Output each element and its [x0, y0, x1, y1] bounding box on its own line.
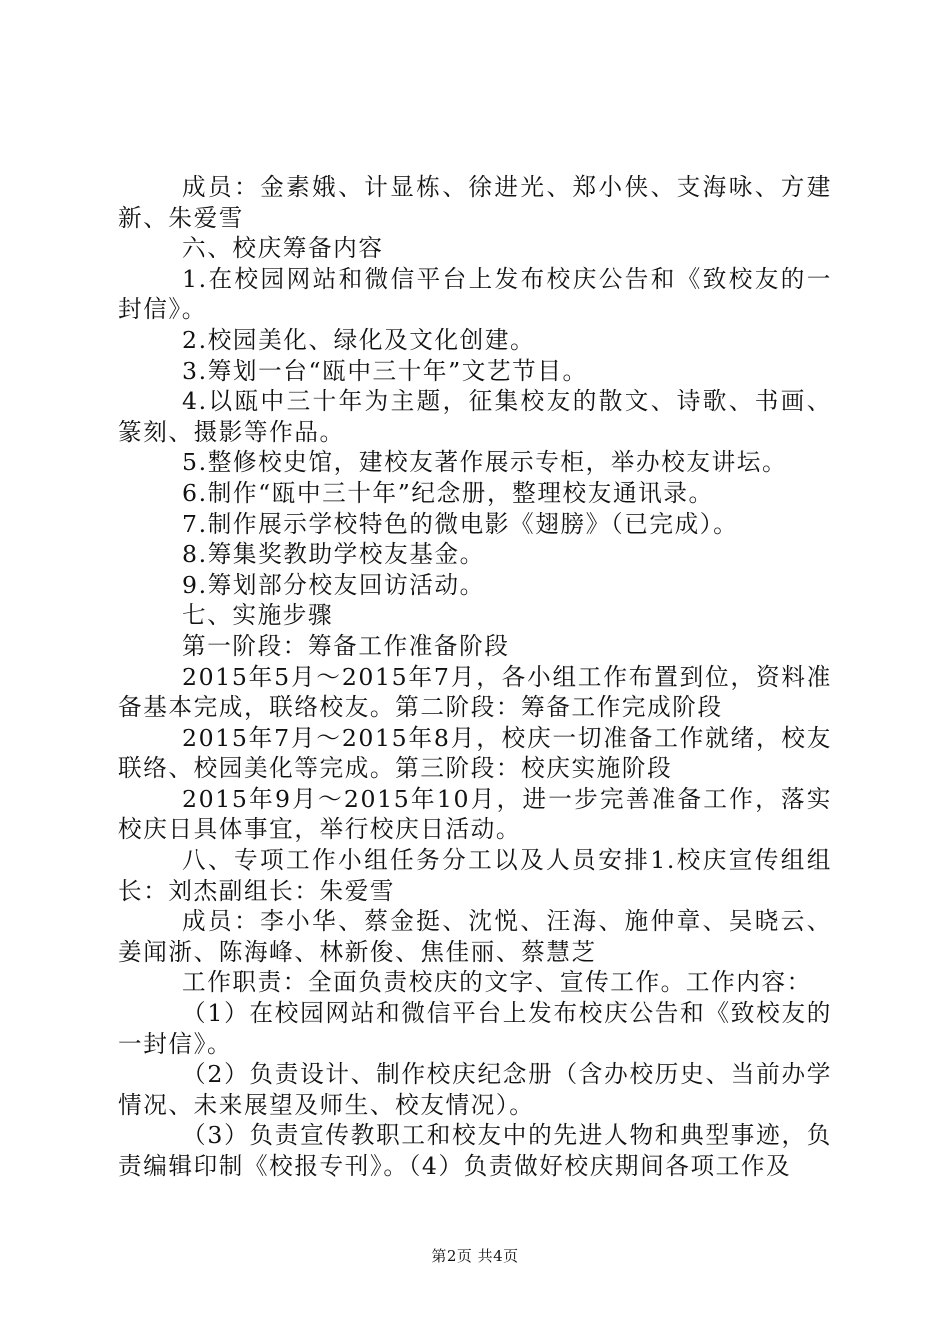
phase-3-body: 2015年9月～2015年10月，进一步完善准备工作，落实校庆日具体事宜，举行校庆日活动。 [118, 784, 832, 844]
list-item-7: 7.制作展示学校特色的微电影《翅膀》（已完成）。 [182, 509, 739, 538]
heading-section-6: 六、校庆筹备内容 [182, 234, 384, 263]
heading-section-8: 八、专项工作小组任务分工以及人员安排1.校庆宣传组组长：刘杰副组长：朱爱雪 [118, 846, 832, 905]
task-item-3: （3）负责宣传教职工和校友中的先进人物和典型事迹，负责编辑印制《校报专刊》。（4）负责做好校庆期间各项工作及 [118, 1121, 832, 1180]
paragraph-duties: 工作职责：全面负责校庆的文字、宣传工作。工作内容： [182, 968, 812, 997]
list-item-2: 2.校园美化、绿化及文化创建。 [182, 325, 536, 354]
list-item-4: 4.以瓯中三十年为主题，征集校友的散文、诗歌、书画、篆刻、摄影等作品。 [118, 387, 832, 446]
document-body [118, 172, 832, 1182]
list-item-3: 3.筹划一台“瓯中三十年”文艺节目。 [182, 356, 588, 385]
page-number-footer: 第2页 共4页 [431, 1247, 519, 1265]
heading-section-7: 七、实施步骤 [182, 601, 334, 630]
paragraph-members-1: 成员：金素娥、计显栋、徐进光、郑小侠、支海咏、方建新、朱爱雪 [118, 173, 832, 232]
task-item-2: （2）负责设计、制作校庆纪念册（含办校历史、当前办学情况、未来展望及师生、校友情况）。 [118, 1060, 832, 1119]
phase-1-body: 2015年5月～2015年7月，各小组工作布置到位，资料准备基本完成，联络校友。第二阶段：筹备工作完成阶段 [118, 662, 832, 722]
phase-2-body: 2015年7月～2015年8月，校庆一切准备工作就绪，校友联络、校园美化等完成。第三阶段：校庆实施阶段 [118, 723, 832, 783]
list-item-5: 5.整修校史馆，建校友著作展示专柜，举办校友讲坛。 [182, 448, 788, 477]
list-item-8: 8.筹集奖教助学校友基金。 [182, 540, 485, 569]
list-item-9: 9.筹划部分校友回访活动。 [182, 570, 485, 599]
list-item-6: 6.制作“瓯中三十年”纪念册，整理校友通讯录。 [182, 478, 714, 507]
paragraph-members-2: 成员：李小华、蔡金挺、沈悦、汪海、施仲章、吴晓云、姜闻浙、陈海峰、林新俊、焦佳丽、蔡慧芝 [118, 907, 832, 966]
phase-1-heading: 第一阶段：筹备工作准备阶段 [182, 631, 510, 660]
list-item-1: 1.在校园网站和微信平台上发布校庆公告和《致校友的一封信》。 [118, 264, 832, 324]
task-item-1: （1）在校园网站和微信平台上发布校庆公告和《致校友的一封信》。 [118, 999, 832, 1058]
